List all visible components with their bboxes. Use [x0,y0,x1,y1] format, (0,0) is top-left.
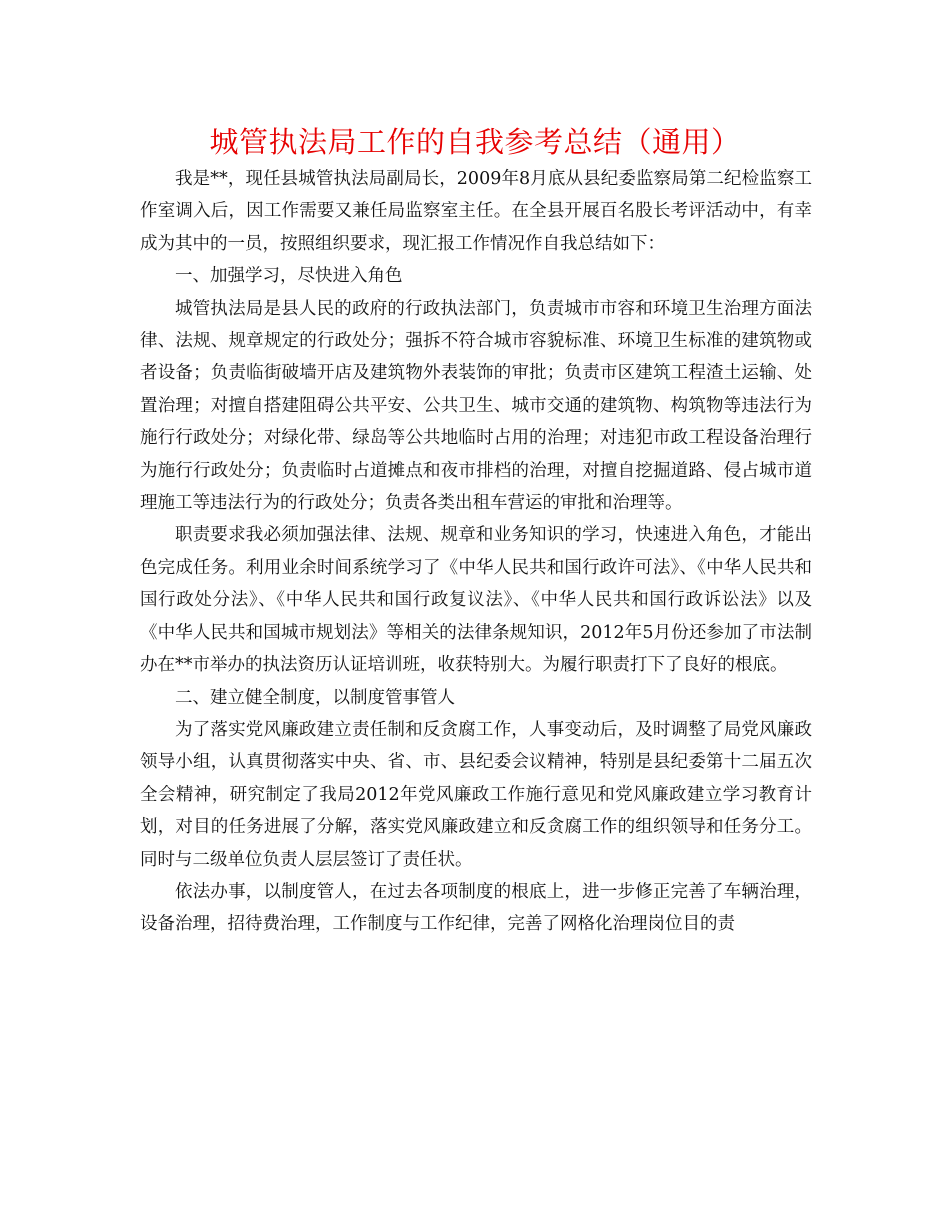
paragraph-rules: 依法办事，以制度管人，在过去各项制度的根底上，进一步修正完善了车辆治理，设备治理，招待费治理，工作制度与工作纪律，完善了网格化治理岗位目的责 [140,881,812,935]
paragraph-anticorruption: 为了落实党风廉政建立责任制和反贪腐工作，人事变动后，及时调整了局党风廉政领导小组，认真贯彻落实中央、省、市、县纪委会议精神，特别是县纪委第十二届五次全会精神，研究制定了我局2012年党风廉政工作施行意见和党风廉政建立学习教育计划，对目的任务进展了分解，落实党风廉政建立和反贪腐工作的组织领导和任务分工。同时与二级单位负责人层层签订了责任状。 [140,719,812,870]
document-body [140,163,812,941]
document-title: 城管执法局工作的自我参考总结（通用） [209,125,741,159]
paragraph-duties: 城管执法局是县人民的政府的行政执法部门，负责城市市容和环境卫生治理方面法律、法规、规章规定的行政处分；强拆不符合城市容貌标准、环境卫生标准的建筑物或者设备；负责临街破墙开店及建筑物外表装饰的审批；负责市区建筑工程渣土运输、处置治理；对擅自搭建阻碍公共平安、公共卫生、城市交通的建筑物、构筑物等违法行为施行行政处分；对绿化带、绿岛等公共地临时占用的治理；对违犯市政工程设备治理行为施行行政处分；负责临时占道摊点和夜市排档的治理，对擅自挖掘道路、侵占城市道理施工等违法行为的行政处分；负责各类出租车营运的审批和治理等。 [140,298,812,514]
section-heading-2: 二、建立健全制度，以制度管事管人 [175,687,455,708]
paragraph-study: 职责要求我必须加强法律、法规、规章和业务知识的学习，快速进入角色，才能出色完成任务。利用业余时间系统学习了《中华人民共和国行政许可法》、《中华人民共和国行政处分法》、《中华人民共和国行政复议法》、《中华人民共和国行政诉讼法》以及《中华人民共和国城市规划法》等相关的法律条规知识，2012年5月份还参加了市法制办在**市举办的执法资历认证培训班，收获特别大。为履行职责打下了良好的根底。 [140,525,812,676]
paragraph-intro: 我是**，现任县城管执法局副局长，2009年8月底从县纪委监察局第二纪检监察工作室调入后，因工作需要又兼任局监察室主任。在全县开展百名股长考评活动中，有幸成为其中的一员，按照组织要求，现汇报工作情况作自我总结如下： [140,169,812,254]
section-heading-1: 一、加强学习，尽快进入角色 [175,266,403,287]
